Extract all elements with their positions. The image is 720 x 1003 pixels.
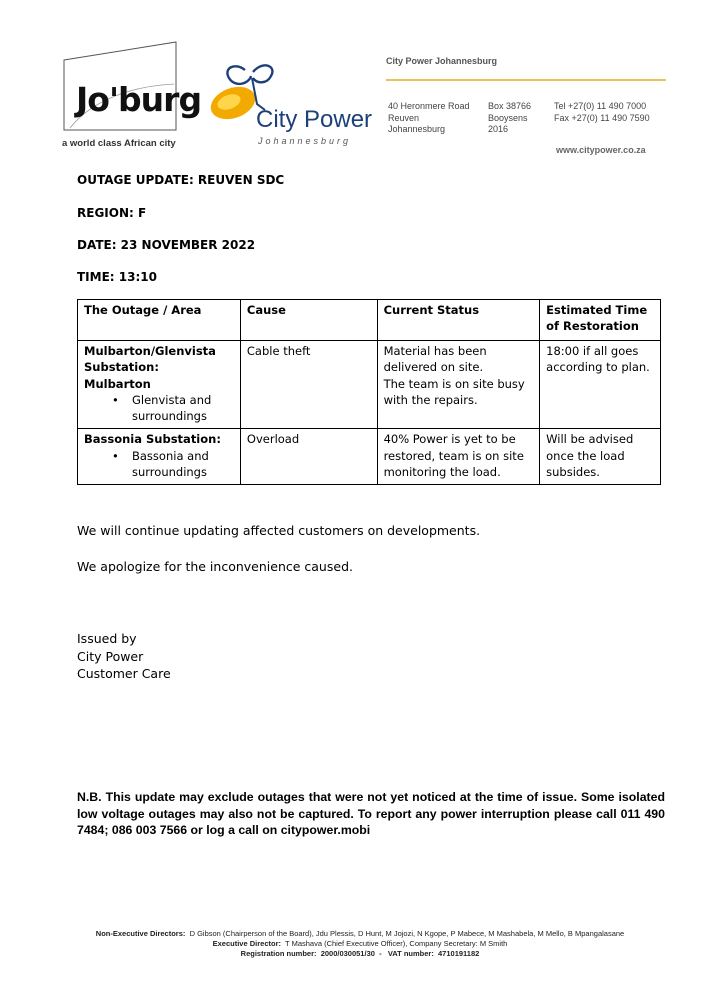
joburg-tagline: a world class African city bbox=[62, 138, 176, 149]
address-line: Reuven bbox=[388, 112, 420, 123]
footer-label: VAT number: bbox=[387, 949, 434, 958]
vat-number: 4710191182 bbox=[438, 949, 480, 958]
region-label: REGION: F bbox=[77, 206, 147, 220]
status-cell: 40% Power is yet to be restored, team is on site monitoring the load. bbox=[377, 429, 540, 485]
date-label: DATE: 23 NOVEMBER 2022 bbox=[77, 238, 256, 252]
list-item: • Bassonia and surroundings bbox=[132, 448, 234, 481]
apology-paragraph: We apologize for the inconvenience caused. bbox=[77, 559, 353, 574]
footer-names: T Mashava (Chief Executive Officer), Company Secretary: M Smith bbox=[285, 939, 508, 948]
time-label: TIME: 13:10 bbox=[77, 270, 157, 284]
outage-table bbox=[77, 299, 661, 485]
footer-registration: Registration number: 2000/030051/30 - VAT number: 4710191182 bbox=[240, 949, 480, 958]
address-block bbox=[388, 101, 470, 136]
table-header-row bbox=[78, 300, 661, 341]
address-line: Johannesburg bbox=[388, 124, 446, 134]
header-divider bbox=[386, 79, 666, 81]
cause-cell: Overload bbox=[240, 429, 377, 485]
substation-line: Mulbarton bbox=[84, 376, 151, 391]
affected-areas-list bbox=[84, 448, 234, 481]
cause-cell: Cable theft bbox=[240, 341, 377, 429]
substation-line: Mulbarton/Glenvista bbox=[84, 344, 216, 358]
fax-line: Fax +27(0) 11 490 7590 bbox=[554, 112, 650, 123]
footer-names: D Gibson (Chairperson of the Board), Jdu Plessis, D Hunt, M Jojozi, N Kgope, P Mabece, M Mashabela, M Mello, B Mpangalasane bbox=[189, 929, 625, 938]
registration-number: 2000/030051/30 bbox=[320, 949, 375, 958]
substation-line: Bassonia Substation: bbox=[84, 432, 221, 447]
footer-label: Executive Director: bbox=[212, 939, 281, 948]
postal-line: 2016 bbox=[488, 124, 509, 134]
footer-label: Registration number: bbox=[240, 949, 317, 958]
issued-by-label: Issued by bbox=[77, 631, 137, 646]
phone-block bbox=[554, 101, 650, 124]
table-row bbox=[78, 341, 661, 429]
column-header-cause: Cause bbox=[240, 300, 377, 341]
outage-title: OUTAGE UPDATE: REUVEN SDC bbox=[77, 173, 285, 187]
affected-areas-list bbox=[84, 392, 234, 425]
table-row bbox=[78, 429, 661, 485]
status-cell bbox=[377, 341, 540, 429]
org-title: City Power Johannesburg bbox=[386, 56, 498, 66]
postal-line: Box 38766 bbox=[488, 101, 532, 111]
status-line: The team is on site busy with the repairs. bbox=[383, 376, 525, 407]
update-paragraph: We will continue updating affected customers on developments. bbox=[77, 523, 481, 538]
issuer-line: City Power bbox=[77, 648, 144, 664]
issuer-line: Customer Care bbox=[77, 666, 171, 681]
postal-line: Booysens bbox=[488, 112, 528, 123]
postal-block bbox=[488, 101, 531, 136]
column-header-area: The Outage / Area bbox=[78, 300, 241, 341]
column-header-status: Current Status bbox=[377, 300, 540, 341]
status-line: Material has been delivered on site. bbox=[383, 344, 487, 375]
area-cell bbox=[78, 429, 241, 485]
substation-line: Substation: bbox=[84, 360, 159, 375]
eta-cell: 18:00 if all goes according to plan. bbox=[540, 341, 661, 429]
footer-executive bbox=[0, 939, 720, 948]
footer-label: Non-Executive Directors: bbox=[95, 929, 186, 938]
joburg-logo: Jo'burg bbox=[76, 80, 202, 119]
phone-line: Tel +27(0) 11 490 7000 bbox=[554, 101, 647, 111]
address-line: 40 Heronmere Road bbox=[388, 101, 470, 111]
city-power-logo-sub: Johannesburg bbox=[258, 136, 352, 146]
eta-cell: Will be advised once the load subsides. bbox=[540, 429, 661, 485]
nb-notice: N.B. This update may exclude outages that were not yet noticed at the time of issue. Some isolated low voltage outages may also not be captured. To report any power interruption please call 011 490 7484; 086 003 7566 or log a call on citypower.mobi bbox=[77, 790, 665, 837]
city-power-logo: City Power bbox=[256, 106, 373, 133]
website-link[interactable]: www.citypower.co.za bbox=[556, 145, 646, 155]
column-header-eta: Estimated Time of Restoration bbox=[540, 300, 661, 341]
issued-by-block bbox=[77, 630, 171, 683]
list-item: • Glenvista and surroundings bbox=[132, 392, 234, 425]
area-cell bbox=[78, 341, 241, 429]
footer-directors bbox=[0, 929, 720, 938]
